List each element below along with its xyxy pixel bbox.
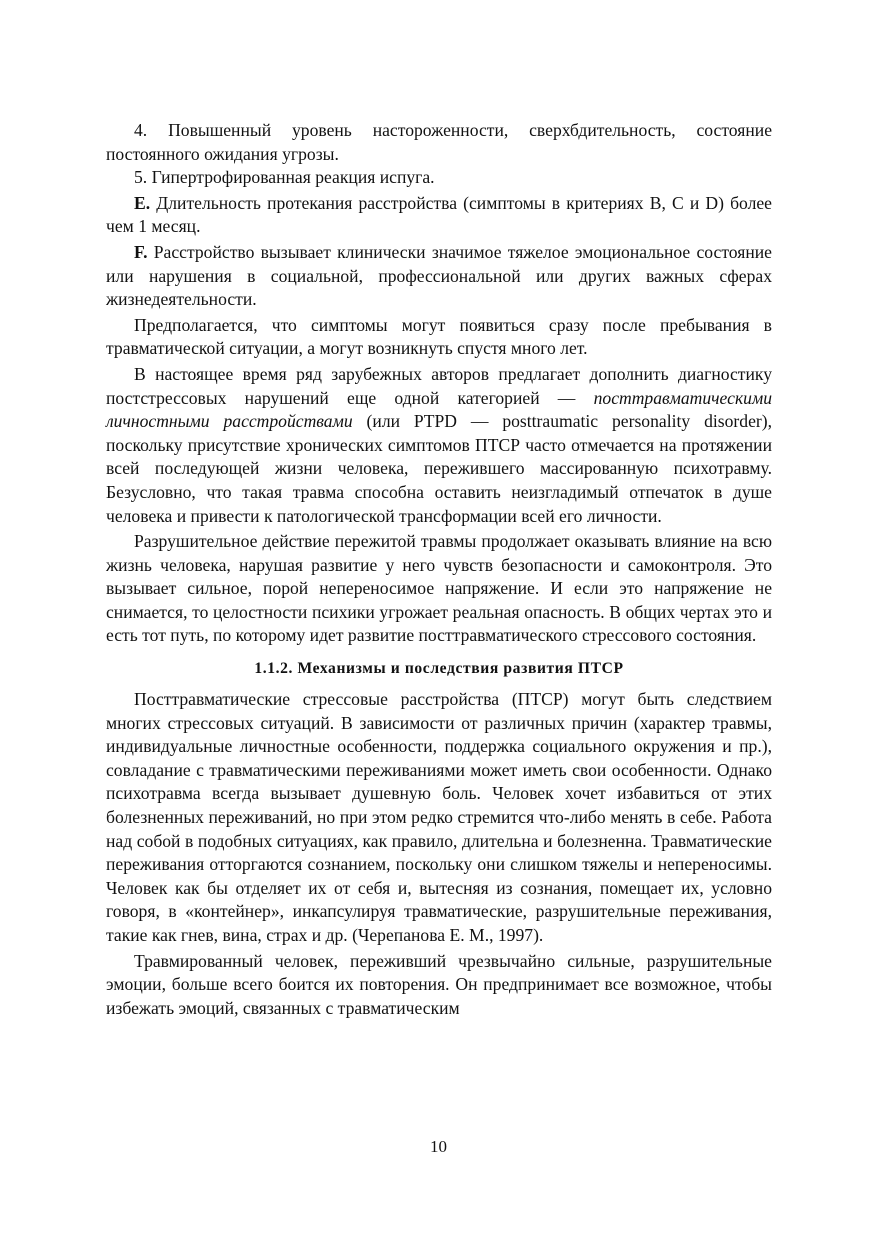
- criterion-f-text: Расстройство вызывает клинически значимое тяжелое эмоциональное состояние или нарушения в социальной, профессиональной или других важных сферах жизнедеятельности.: [106, 241, 772, 310]
- paragraph-ptpd-after: (или PTPD — posttraumatic personality disorder), поскольку присутствие хронических симптомов ПТСР часто отмечается на протяжении всей последующей жизни человека, пережившего массированную психотравму. Безусловно, что такая травма способна оставить неизгладимый отпечаток в душе человека и привести к патологической трансформации всей его личности.: [106, 411, 772, 526]
- criterion-e-text: Длительность протекания расстройства (симптомы в критериях В, С и D) более чем 1 месяц.: [106, 192, 772, 237]
- section-heading: 1.1.2. Механизмы и последствия развития ПТСР: [254, 660, 624, 678]
- page-number: 10: [430, 1137, 447, 1156]
- paragraph-ptpd-term: посттравматическими личностными расстройствами: [106, 387, 772, 432]
- criterion-e-label: E.: [134, 192, 151, 213]
- criterion-f-label: F.: [134, 241, 148, 262]
- page-body: [106, 119, 772, 1020]
- paragraph-ptpd: [106, 363, 772, 528]
- paragraph-onset: Предполагается, что симптомы могут появиться сразу после пребывания в травматической ситуации, а могут возникнуть спустя много лет.: [106, 314, 772, 359]
- paragraph-destructive: Разрушительное действие пережитой травмы продолжает оказывать влияние на всю жизнь человека, нарушая развитие у него чувств безопасности и самоконтроля. Это вызывает сильное, порой непереносимое напряжение. И если это напряжение не снимается, то целостности психики угрожает реальная опасность. В общих чертах это и есть тот путь, по которому идет развитие посттравматического стрессового состояния.: [106, 531, 772, 646]
- paragraph-traumatized: Травмированный человек, переживший чрезвычайно сильные, разрушительные эмоции, больше всего боится их повторения. Он предпринимает все возможное, чтобы избежать эмоций, связанных с травматическим: [106, 950, 772, 1018]
- criterion-f: [106, 241, 772, 312]
- list-item-4: 4. Повышенный уровень настороженности, сверхбдительность, состояние постоянного ожидания угрозы.: [106, 120, 772, 164]
- paragraph-ptpd-before: В настоящее время ряд зарубежных авторов предлагает дополнить диагностику постстрессовых нарушений еще одной категорией —: [106, 363, 772, 408]
- criterion-e: [106, 192, 772, 239]
- list-item-5: 5. Гипертрофированная реакция испуга.: [134, 167, 435, 188]
- paragraph-mechanisms: Посттравматические стрессовые расстройства (ПТСР) могут быть следствием многих стрессовых ситуаций. В зависимости от различных причин (характер травмы, индивидуальные личностные особенности, поддержка социального окружения и пр.), совладание с травматическими переживаниями может иметь свои особенности. Однако психотравма всегда вызывает душевную боль. Человек хочет избавиться от этих болезненных переживаний, но при этом редко стремится что-либо менять в себе. Работа над собой в подобных ситуациях, как правило, длительна и болезненна. Травматические переживания отторгаются сознанием, поскольку они слишком тяжелы и непереносимы. Человек как бы отделяет их от себя и, вытесняя из сознания, помещает их, условно говоря, в «контейнер», инкапсулируя травматические, разрушительные переживания, такие как гнев, вина, страх и др. (Черепанова Е. М., 1997).: [106, 689, 772, 945]
